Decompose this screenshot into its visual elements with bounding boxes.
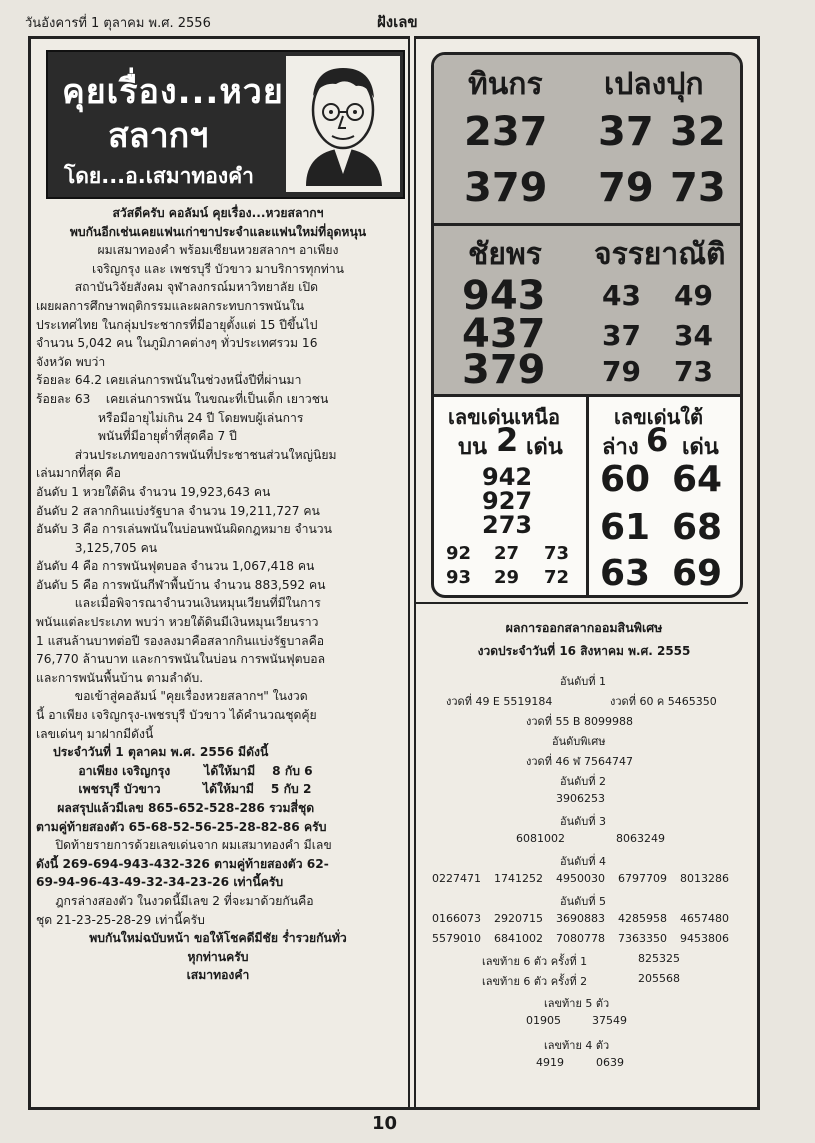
results-title: ผลการออกสลากออมสินพิเศษ [505, 620, 663, 635]
article-line: ฎกรล่างสองตัว ในงวดนี้มีเลข 2 ที่จะมาด้วยกันคือ [36, 893, 314, 908]
last6-second-label: เลขท้าย 6 ตัว ครั้งที่ 2 [482, 975, 588, 988]
north-value-2: 927 [482, 487, 533, 515]
box-rule-1 [434, 223, 740, 226]
prize1-label: อันดับที่ 1 [560, 675, 606, 688]
north-value-3: 273 [482, 511, 533, 539]
article-line: พนันแต่ละประเภท พบว่า หวยใต้ดินมีเงินหมุนเวียนราว [36, 615, 319, 630]
tinnakorn-3digit-2: 379 [464, 165, 548, 211]
article-line: อันดับ 5 คือ การพนันกีฬาพื้นบ้าน จำนวน 883,592 คน [36, 577, 326, 592]
plengpuk-2digit-3: 79 [598, 165, 654, 211]
article-line: พบกันใหม่ฉบับหน้า ขอให้โชคดีมีชัย ร่ำรวยกันทั่ว [89, 931, 347, 946]
article-line: นี้ อาเพียง เจริญกรุง-เพชรบุรี บัวขาว ได้คำนวณชุดคุ้ย [36, 708, 317, 723]
south-count: 6 [646, 421, 669, 459]
issue-date: วันอังคารที่ 1 ตุลาคม พ.ศ. 2556 [25, 16, 211, 31]
column-divider [408, 36, 416, 1107]
column-author: โดย...อ.เสมาทองคำ [64, 164, 254, 188]
article-line: ตามคู่ท้ายสองตัว 65-68-52-56-25-28-82-86 ครับ [36, 819, 327, 834]
results-rule [414, 602, 748, 604]
last5-b: 37549 [592, 1014, 627, 1027]
prize5-r2-3: 7080778 [556, 932, 605, 945]
article-line: พนันที่มีอายุต่ำที่สุดคือ 7 ปี [36, 429, 237, 444]
chanyanat-2digit-1: 43 [602, 279, 641, 312]
plengpuk-2digit-2: 32 [670, 109, 726, 155]
lucky-numbers-box [431, 52, 743, 598]
north-sub2: เด่น [526, 435, 563, 460]
box-rule-vertical [586, 394, 589, 595]
last5-label: เลขท้าย 5 ตัว [544, 997, 610, 1010]
south-value-1: 60 [600, 459, 651, 500]
article-line: เผยผลการศึกษาพฤติกรรมและผลกระทบการพนันใน [36, 298, 305, 313]
plengpuk-2digit-4: 73 [670, 165, 726, 211]
article-line: และเมื่อพิจารณาจำนวนเงินหมุนเวียนที่มีในการ [36, 596, 321, 611]
chanyanat-2digit-6: 73 [674, 355, 713, 388]
article-line: เล่นมากที่สุด คือ [36, 466, 121, 481]
prize4-label: อันดับที่ 4 [560, 855, 606, 868]
prize4-2: 1741252 [494, 872, 543, 885]
prize1-c: งวดที่ 55 B 8099988 [526, 715, 633, 728]
article-line: ดังนี้ 269-694-943-432-326 ตามคู่ท้ายสองตัว 62- [36, 856, 329, 871]
prize5-r1-3: 3690883 [556, 912, 605, 925]
article-line: 1 แสนล้านบาทต่อปี รองลงมาคือสลากกินแบ่งรัฐบาลคือ [36, 633, 325, 648]
article-line: ส่วนประเภทของการพนันที่ประชาชนส่วนใหญ่นิยม [36, 447, 337, 462]
prize2-a: 3906253 [556, 792, 605, 805]
article-line: สวัสดีครับ คอลัมน์ คุยเรื่อง...หวยสลากฯ [112, 206, 324, 220]
tinnakorn-3digit-1: 237 [464, 109, 548, 155]
column-title-line2: สลากฯ [108, 116, 209, 156]
page-number: 10 [372, 1113, 398, 1134]
prize3-b: 8063249 [616, 832, 665, 845]
prize4-4: 6797709 [618, 872, 667, 885]
south-title: เลขเด่นใต้ [614, 405, 704, 429]
north-row2-b: 29 [494, 567, 520, 588]
caricature-icon [286, 56, 400, 192]
north-title: เลขเด่นเหนือ [448, 405, 560, 429]
chaiyaporn-3digit-1: 943 [462, 273, 546, 319]
article-line: เสมาทองคำ [186, 968, 250, 983]
south-value-2: 64 [672, 459, 723, 500]
special-a: งวดที่ 46 ฬ 7564747 [526, 755, 633, 768]
article-line: ขอเข้าสู่คอลัมน์ "คุยเรื่องหวยสลากฯ" ในงวด [36, 689, 308, 704]
chaiyaporn-3digit-3: 379 [462, 347, 546, 393]
article-line: สถาบันวิจัยสังคม จุฬาลงกรณ์มหาวิทยาลัย เปิด [36, 280, 319, 295]
prize1-b: งวดที่ 60 ค 5465350 [610, 695, 717, 708]
prize3-a: 6081002 [516, 832, 565, 845]
prize5-r2-4: 7363350 [618, 932, 667, 945]
article-line: เพชรบุรี บัวขาว ได้ให้มามี 5 กับ 2 [36, 782, 312, 797]
special-label: อันดับพิเศษ [552, 735, 606, 748]
last6-first: 825325 [638, 952, 680, 965]
name-plengpuk: เปลงปุก [604, 67, 704, 102]
prize5-r2-1: 5579010 [432, 932, 481, 945]
article-line: อันดับ 2 สลากกินแบ่งรัฐบาล จำนวน 19,211,727 คน [36, 503, 320, 518]
north-value-1: 942 [482, 463, 533, 491]
prize5-r1-1: 0166073 [432, 912, 481, 925]
prize5-r1-5: 4657480 [680, 912, 729, 925]
chanyanat-2digit-4: 34 [674, 319, 713, 352]
prize4-1: 0227471 [432, 872, 481, 885]
chanyanat-2digit-3: 37 [602, 319, 641, 352]
article-line: ผมเสมาทองคำ พร้อมเซียนหวยสลากฯ อาเพียง [97, 243, 339, 258]
prize5-r1-4: 4285958 [618, 912, 667, 925]
article-line: ปิดท้ายรายการด้วยเลขเด่นจาก ผมเสมาทองคำ มีเลข [36, 838, 332, 853]
plengpuk-2digit-1: 37 [598, 109, 654, 155]
chaiyaporn-3digit-2: 437 [462, 311, 546, 357]
last5-a: 01905 [526, 1014, 561, 1027]
column-banner [46, 50, 405, 199]
article-line: ประเทศไทย ในกลุ่มประชากรที่มีอายุตั้งแต่ 15 ปีขึ้นไป [36, 317, 318, 332]
article-line: พบกันอีกเช่นเคยแฟนเก่าขาประจำและแฟนใหม่ที่อุดหนุน [69, 224, 367, 239]
north-row1-b: 27 [494, 543, 520, 564]
page-header [25, 10, 785, 30]
prize5-r1-2: 2920715 [494, 912, 543, 925]
article-line: ร้อยละ 63 เคยเล่นการพนัน ในขณะที่เป็นเด็ก เยาวชน [36, 391, 329, 406]
column-title-line1: คุยเรื่อง...หวย [62, 72, 284, 112]
last4-a: 4919 [536, 1056, 564, 1069]
prize3-label: อันดับที่ 3 [560, 815, 606, 828]
prize5-r2-2: 6841002 [494, 932, 543, 945]
south-value-4: 68 [672, 507, 723, 548]
south-value-6: 69 [672, 553, 723, 594]
article-line: 69-94-96-43-49-32-34-23-26 เท่านี้ครับ [36, 875, 284, 890]
name-chanyanat: จรรยาณัติ [594, 237, 726, 272]
left-column [36, 44, 400, 1099]
article-line: และการพนันพื้นบ้าน ตามลำดับ. [36, 670, 204, 685]
publication-name: ฝังเลข [377, 13, 418, 31]
article-line: อันดับ 4 คือ การพนันฟุตบอล จำนวน 1,067,418 คน [36, 559, 315, 574]
prize5-label: อันดับที่ 5 [560, 895, 606, 908]
article-line: ชุด 21-23-25-28-29 เท่านี้ครับ [36, 912, 205, 927]
north-sub1: บน [458, 435, 488, 460]
north-row2-c: 72 [544, 567, 570, 588]
prize4-3: 4950030 [556, 872, 605, 885]
prize4-5: 8013286 [680, 872, 729, 885]
south-sub1: ล่าง [602, 435, 639, 460]
name-chaiyaporn: ชัยพร [468, 237, 542, 272]
prize5-r2-5: 9453806 [680, 932, 729, 945]
prize1-a: งวดที่ 49 E 5519184 [446, 695, 553, 708]
article-line: หรือมีอายุไม่เกิน 24 ปี โดยพบผู้เล่นการ [36, 410, 304, 425]
prize2-label: อันดับที่ 2 [560, 775, 606, 788]
article-line: จำนวน 5,042 คน ในภูมิภาคต่างๆ ทั่วประเทศรวม 16 [36, 336, 318, 351]
last6-second: 205568 [638, 972, 680, 985]
south-value-3: 61 [600, 507, 651, 548]
right-column [420, 44, 748, 1102]
author-caricature [286, 56, 400, 192]
article-line: เลขเด่นๆ มาฝากมีดังนี้ [36, 726, 154, 741]
north-row1-a: 92 [446, 543, 472, 564]
north-count: 2 [496, 421, 519, 459]
chanyanat-2digit-5: 79 [602, 355, 641, 388]
article-line: อันดับ 3 คือ การเล่นพนันในบ่อนพนันผิดกฎหมาย จำนวน [36, 522, 332, 537]
article-line: อาเพียง เจริญกรุง ได้ให้มามี 8 กับ 6 [36, 763, 313, 778]
article-line: 76,770 ล้านบาท และการพนันในบ่อน การพนันฟุตบอล [36, 652, 326, 667]
north-row2-a: 93 [446, 567, 472, 588]
south-sub2: เด่น [682, 435, 719, 460]
results-subtitle: งวดประจำวันที่ 16 สิงหาคม พ.ศ. 2555 [477, 644, 691, 658]
article-line: ประจำวันที่ 1 ตุลาคม พ.ศ. 2556 มีดังนี้ [36, 745, 269, 760]
article-line: 3,125,705 คน [36, 540, 158, 555]
article-line: จังหวัด พบว่า [36, 354, 106, 369]
south-value-5: 63 [600, 553, 651, 594]
last4-b: 0639 [596, 1056, 624, 1069]
chanyanat-2digit-2: 49 [674, 279, 713, 312]
north-row1-c: 73 [544, 543, 570, 564]
article-line: เจริญกรุง และ เพชรบุรี บัวขาว มาบริการทุกท่าน [92, 261, 344, 276]
article-line: ร้อยละ 64.2 เคยเล่นการพนันในช่วงหนึ่งปีที่ผ่านมา [36, 373, 302, 388]
article-line: อันดับ 1 หวยใต้ดิน จำนวน 19,923,643 คน [36, 484, 271, 499]
article-line: ผลสรุปแล้วมีเลข 865-652-528-286 รวมสี่ชุด [36, 801, 315, 815]
last4-label: เลขท้าย 4 ตัว [544, 1039, 610, 1052]
name-tinnakorn: ทินกร [468, 67, 543, 102]
article-line: หุกท่านครับ [187, 949, 249, 964]
article-body [36, 204, 400, 985]
last6-first-label: เลขท้าย 6 ตัว ครั้งที่ 1 [482, 955, 588, 968]
